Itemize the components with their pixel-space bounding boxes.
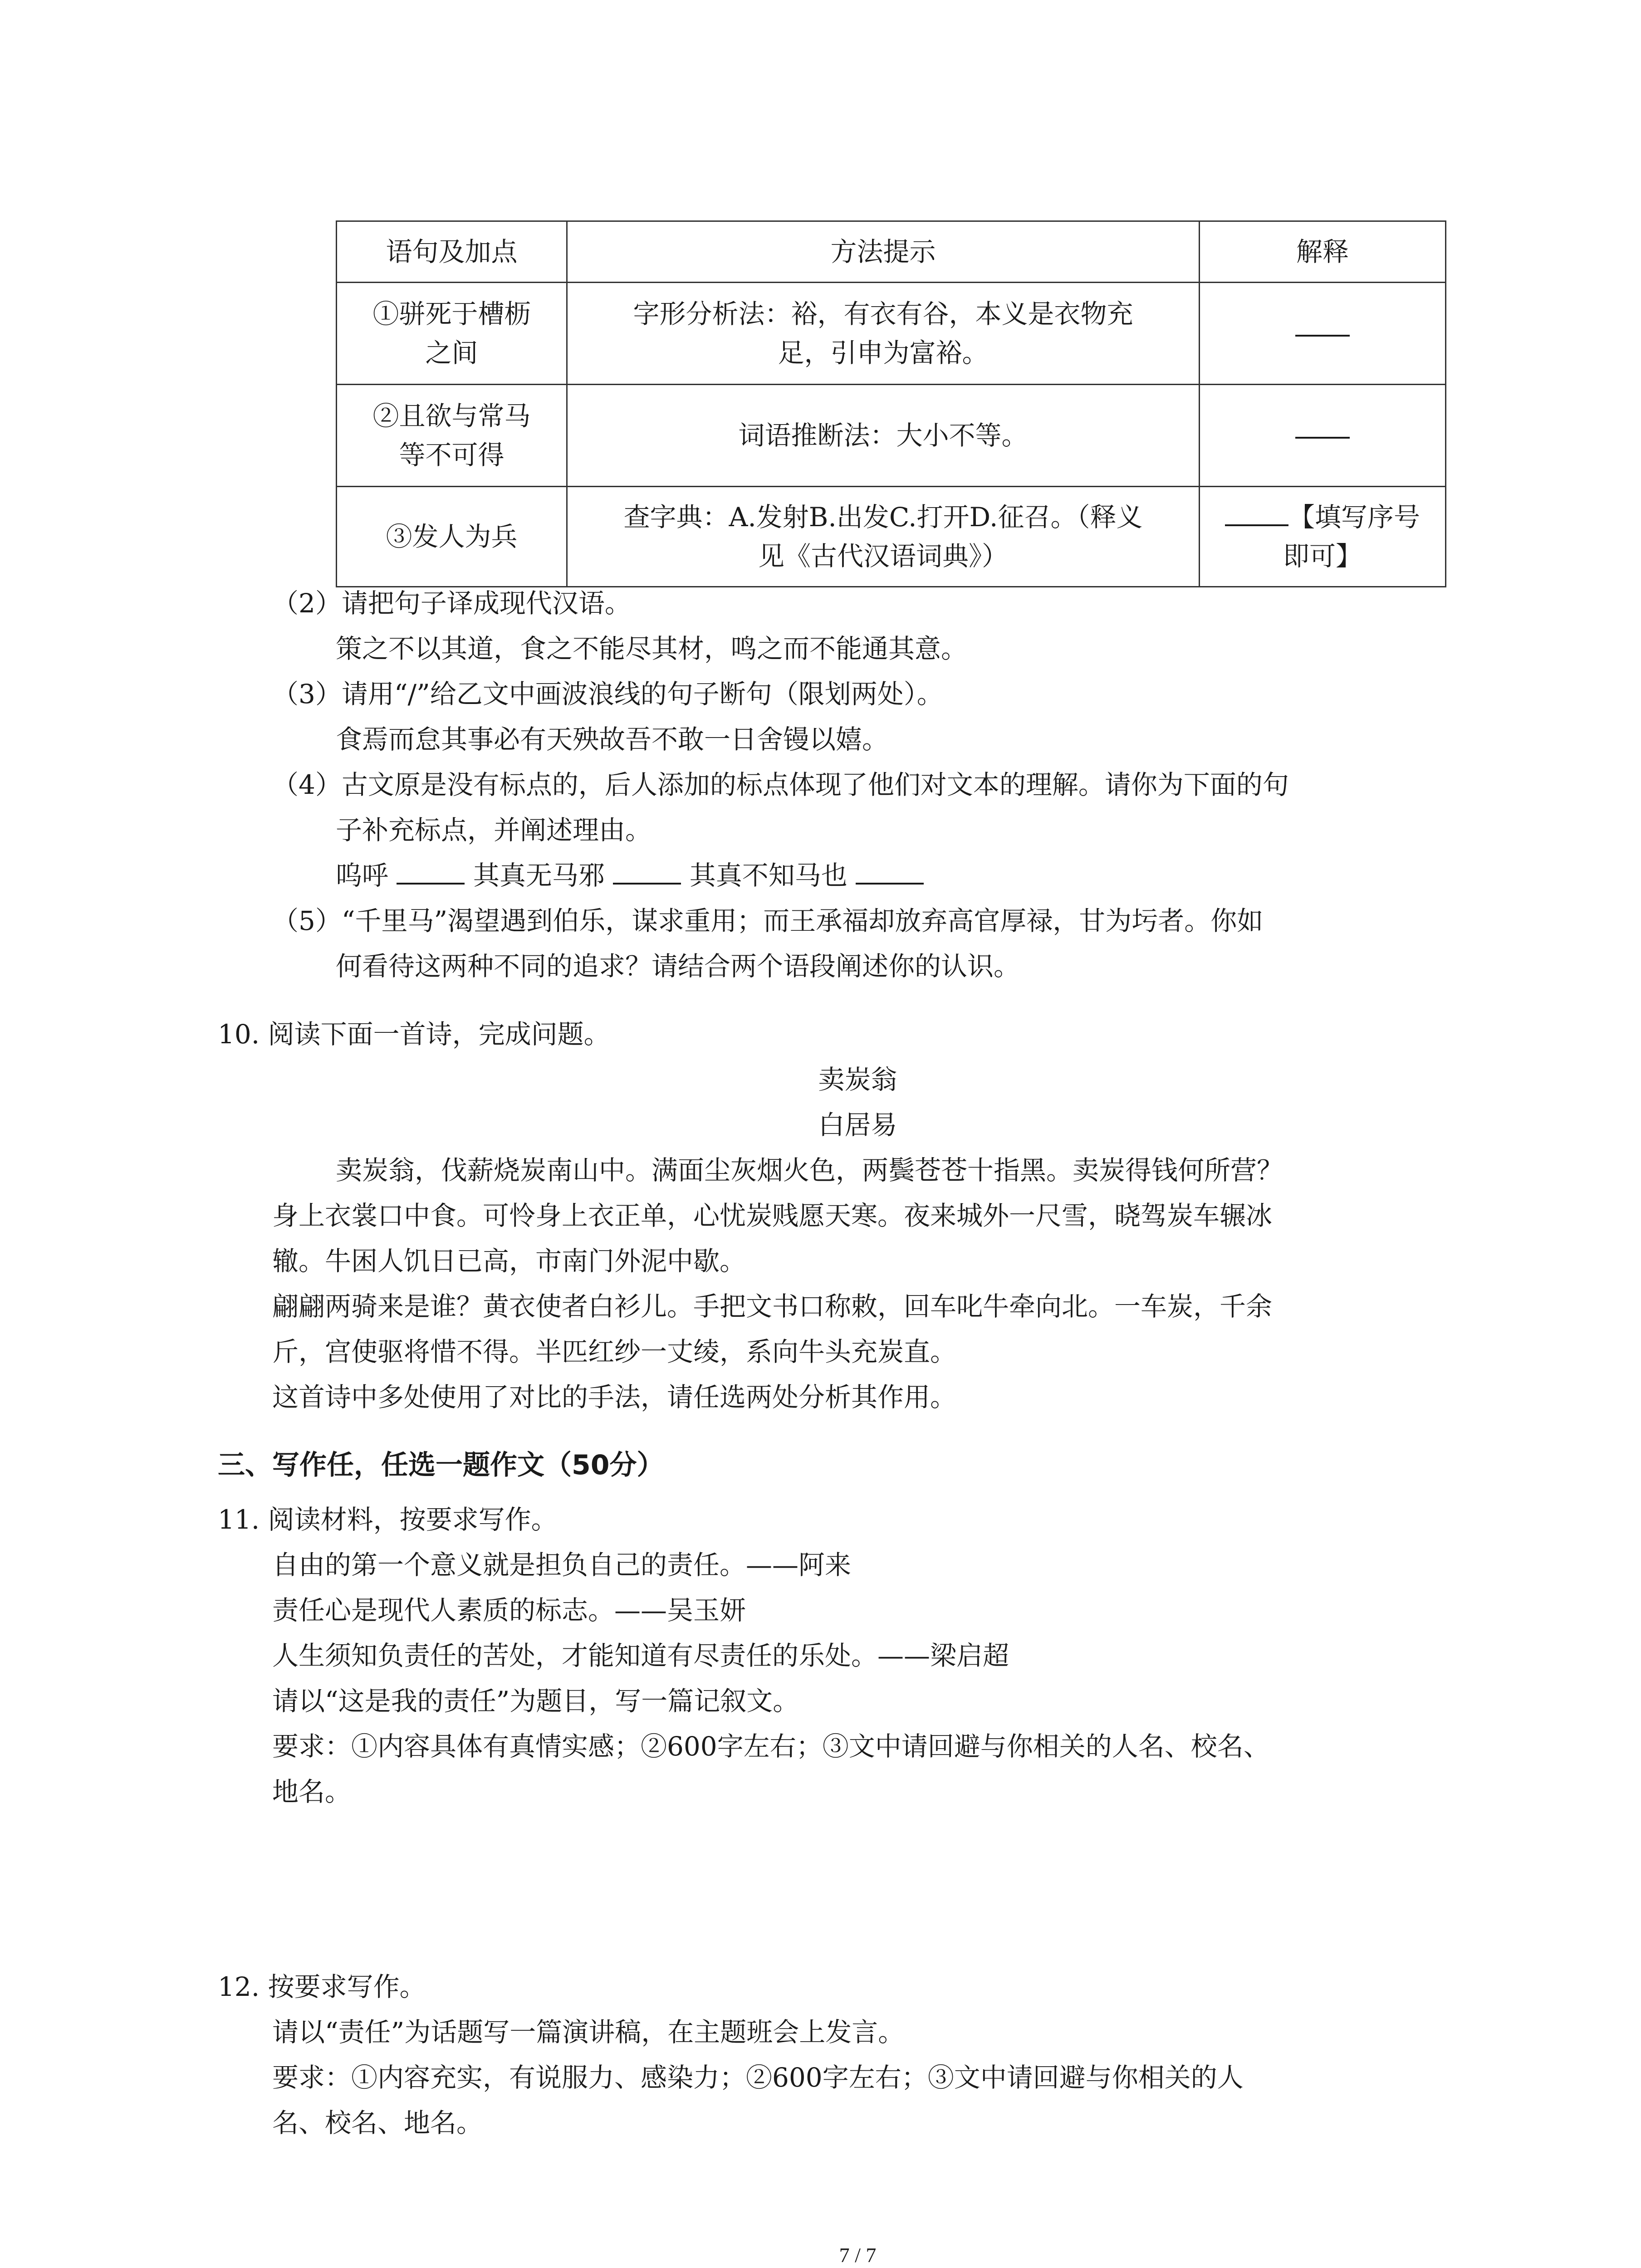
- punctuation-blank-3[interactable]: [856, 854, 924, 885]
- q10-stem: 10. 阅读下面一首诗，完成问题。: [218, 1019, 610, 1050]
- punctuation-blank-1[interactable]: [397, 854, 465, 885]
- q11-material-1: 自由的第一个意义就是担负自己的责任。——阿来: [272, 1549, 852, 1580]
- q10-question: 这首诗中多处使用了对比的手法，请任选两处分析其作用。: [272, 1382, 957, 1413]
- row3-answer[interactable]: 【填写序号 即可】: [1200, 487, 1446, 587]
- row2-method: 词语推断法：大小不等。: [567, 385, 1200, 487]
- poem-line-1: 卖炭翁，伐薪烧炭南山中。满面尘灰烟火色，两鬓苍苍十指黑。卖炭得钱何所营？: [336, 1155, 1283, 1186]
- header-explain: 解释: [1200, 221, 1446, 283]
- poem-line-3: 辙。牛困人饥日已高，市南门外泥中歇。: [272, 1246, 746, 1276]
- q9-part4-line1: （4）古文原是没有标点的，后人添加的标点体现了他们对文本的理解。请你为下面的句: [272, 769, 1289, 800]
- q9-part3-sentence: 食焉而怠其事必有天殃故吾不敢一日舍镘以嬉。: [336, 724, 889, 755]
- poem-line-4: 翩翩两骑来是谁？黄衣使者白衫儿。手把文书口称敕，回车叱牛牵向北。一车炭，千余: [272, 1291, 1273, 1322]
- poem-line-2: 身上衣裳口中食。可怜身上衣正单，心忧炭贱愿天寒。夜来城外一尺雪，晓驾炭车辗冰: [272, 1200, 1273, 1231]
- q11-requirements-line1: 要求：①内容具体有真情实感；②600字左右；③文中请回避与你相关的人名、校名、: [272, 1731, 1270, 1762]
- q12-stem: 12. 按要求写作。: [218, 1971, 426, 2002]
- q9-part4-sentence: 呜呼 其真无马邪 其真不知马也: [336, 853, 924, 898]
- q9-part5-line2: 何看待这两种不同的追求？请结合两个语段阐述你的认识。: [336, 951, 1020, 982]
- section-3-heading: 三、写作任，任选一题作文（50分）: [218, 1449, 664, 1481]
- q9-part2-sentence: 策之不以其道，食之不能尽其材，鸣之而不能通其意。: [336, 633, 968, 664]
- q12-requirements-line2: 名、校名、地名。: [272, 2107, 483, 2138]
- poem-author: 白居易: [818, 1110, 897, 1140]
- punctuation-blank-2[interactable]: [613, 854, 681, 885]
- poem-line-5: 斤，宫使驱将惜不得。半匹红纱一丈绫，系向牛头充炭直。: [272, 1336, 957, 1367]
- row1-method: 字形分析法：裕，有衣有谷，本义是衣物充 足，引申为富裕。: [567, 283, 1200, 385]
- q11-stem: 11. 阅读材料，按要求写作。: [218, 1504, 558, 1535]
- row1-sentence: ①骈死于槽枥 之间: [337, 283, 567, 385]
- q9-part5-line1: （5）“千里马”渴望遇到伯乐，谋求重用；而王承福却放弃高官厚禄，甘为圬者。你如: [272, 905, 1264, 936]
- row1-answer-blank[interactable]: [1200, 283, 1446, 385]
- q9-part4-line2: 子补充标点，并阐述理由。: [336, 815, 652, 846]
- q12-task: 请以“责任”为话题写一篇演讲稿，在主题班会上发言。: [272, 2017, 905, 2048]
- question-table: [336, 220, 1446, 587]
- q11-task: 请以“这是我的责任”为题目，写一篇记叙文。: [272, 1686, 799, 1716]
- poem-title: 卖炭翁: [818, 1064, 897, 1095]
- q11-material-2: 责任心是现代人素质的标志。——吴玉妍: [272, 1595, 746, 1626]
- header-method: 方法提示: [567, 221, 1200, 283]
- q9-part2: （2）请把句子译成现代汉语。: [272, 588, 631, 619]
- q11-requirements-line2: 地名。: [272, 1776, 352, 1807]
- row3-method: 查字典：A.发射B.出发C.打开D.征召。（释义 见《古代汉语词典》）: [567, 487, 1200, 587]
- row2-answer-blank[interactable]: [1200, 385, 1446, 487]
- q12-requirements-line1: 要求：①内容充实，有说服力、感染力；②600字左右；③文中请回避与你相关的人: [272, 2062, 1244, 2093]
- q9-part3: （3）请用“/”给乙文中画波浪线的句子断句（限划两处）。: [272, 679, 943, 709]
- header-sentence: 语句及加点: [337, 221, 567, 283]
- page-number: 7 / 7: [839, 2244, 877, 2267]
- row3-sentence: ③发人为兵: [337, 487, 567, 587]
- q11-material-3: 人生须知负责任的苦处，才能知道有尽责任的乐处。——梁启超: [272, 1640, 1009, 1671]
- row2-sentence: ②且欲与常马 等不可得: [337, 385, 567, 487]
